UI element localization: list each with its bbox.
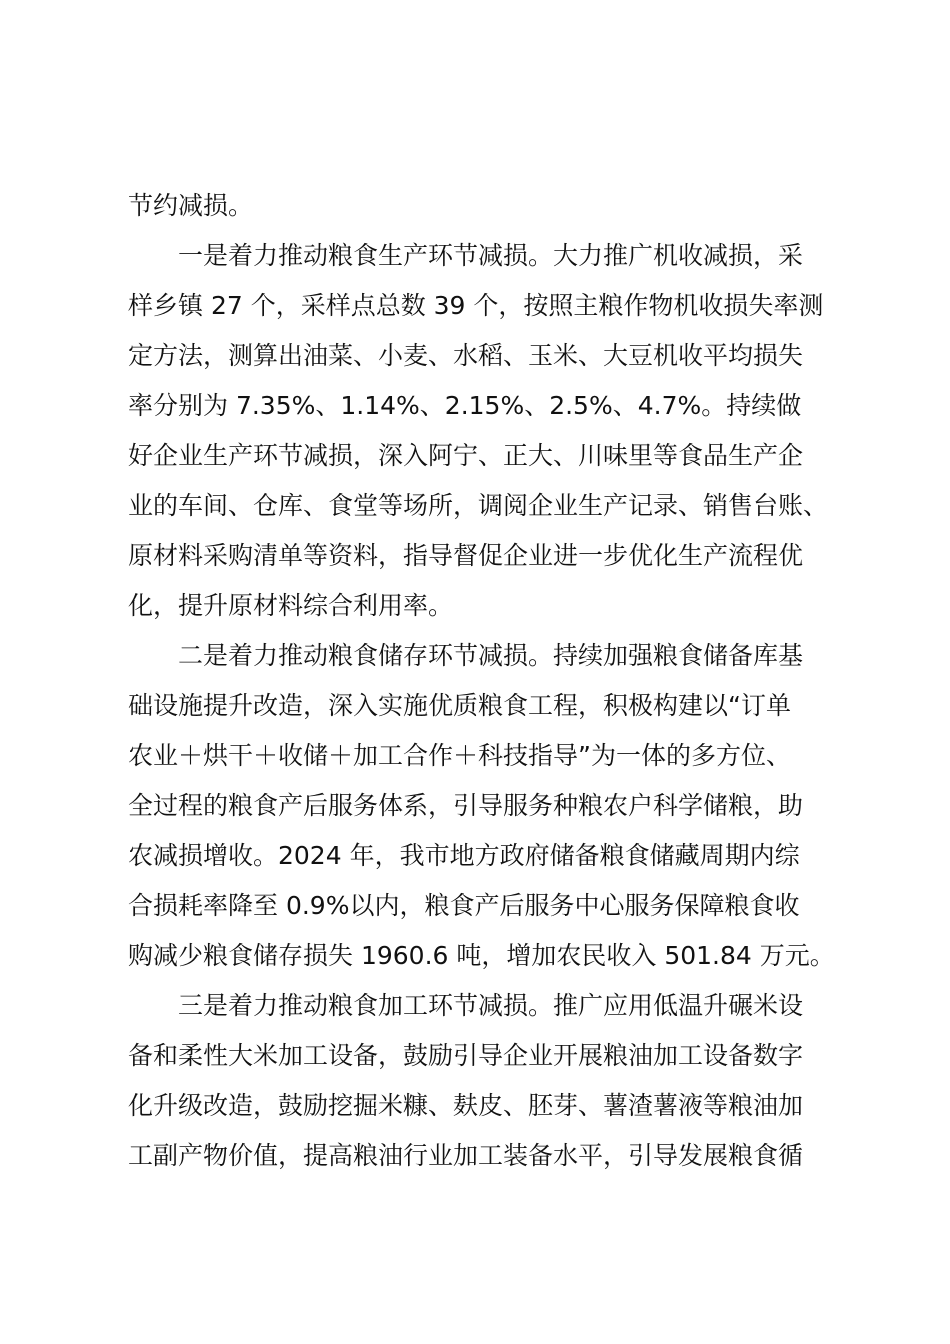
text-line: 原材料采购清单等资料，指导督促企业进一步优化生产流程优 <box>128 541 804 570</box>
text-line: 样乡镇 27 个，采样点总数 39 个，按照主粮作物机收损失率测 <box>128 291 824 320</box>
text-line: 工副产物价值，提高粮油行业加工装备水平，引导发展粮食循 <box>128 1141 804 1170</box>
text-line: 购减少粮食储存损失 1960.6 吨，增加农民收入 501.84 万元。 <box>128 941 835 970</box>
text-line: 定方法，测算出油菜、小麦、水稻、玉米、大豆机收平均损失 <box>128 341 804 370</box>
paragraph-heading-line: 三是着力推动粮食加工环节减损。推广应用低温升碾米设 <box>178 991 804 1020</box>
text-line: 全过程的粮食产后服务体系，引导服务种粮农户科学储粮，助 <box>128 791 804 820</box>
text-line: 农业＋烘干＋收储＋加工合作＋科技指导”为一体的多方位、 <box>128 741 791 770</box>
text-line: 业的车间、仓库、食堂等场所，调阅企业生产记录、销售台账、 <box>128 491 829 520</box>
text-line: 农减损增收。2024 年，我市地方政府储备粮食储藏周期内综 <box>128 841 800 870</box>
text-line: 节约减损。 <box>128 191 254 220</box>
text-line: 好企业生产环节减损，深入阿宁、正大、川味里等食品生产企 <box>128 441 804 470</box>
paragraph-heading-line: 二是着力推动粮食储存环节减损。持续加强粮食储备库基 <box>178 641 804 670</box>
text-line: 础设施提升改造，深入实施优质粮食工程，积极构建以“订单 <box>128 691 791 720</box>
text-line: 率分别为 7.35%、1.14%、2.15%、2.5%、4.7%。持续做 <box>128 391 802 420</box>
text-line: 备和柔性大米加工设备，鼓励引导企业开展粮油加工设备数字 <box>128 1041 804 1070</box>
paragraph-heading-line: 一是着力推动粮食生产环节减损。大力推广机收减损，采 <box>178 241 804 270</box>
text-line: 合损耗率降至 0.9%以内，粮食产后服务中心服务保障粮食收 <box>128 891 800 920</box>
text-line: 化，提升原材料综合利用率。 <box>128 591 454 620</box>
text-line: 化升级改造，鼓励挖掘米糠、麸皮、胚芽、薯渣薯液等粮油加 <box>128 1091 804 1120</box>
